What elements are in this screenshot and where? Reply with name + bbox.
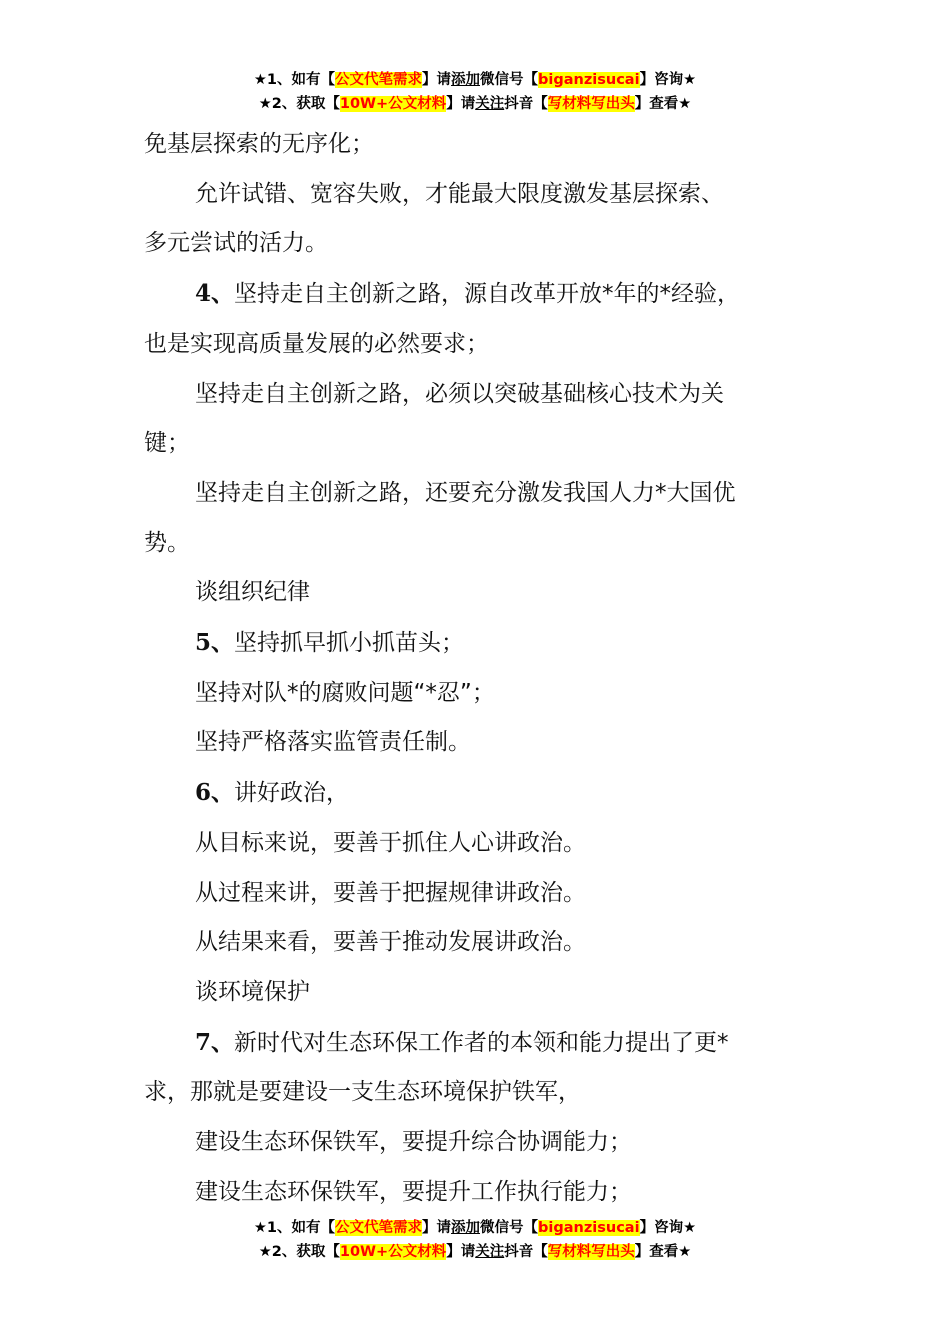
- section-heading: 谈环境保护: [195, 978, 310, 1005]
- banner-line-2: ★2、获取【10W+公文材料】请关注抖音【写材料写出头】查看★: [258, 1244, 692, 1260]
- text-line: 也是实现高质量发展的必然要求；: [144, 330, 489, 357]
- point-number: 4、: [195, 280, 235, 308]
- text-line: 势。: [144, 529, 190, 556]
- highlight-materials: 10W+公文材料: [339, 96, 447, 112]
- text-line: 从目标来说，要善于抓住人心讲政治。: [195, 829, 586, 856]
- highlight-wechat-id: biganzisucai: [538, 1220, 640, 1236]
- numbered-point-6: 6、讲好政治，: [195, 779, 350, 807]
- text-line: 多元尝试的活力。: [144, 230, 328, 257]
- banner-line-1: ★1、如有【公文代笔需求】请添加微信号【biganzisucai】咨询★: [253, 1220, 697, 1236]
- section-heading: 谈组织纪律: [195, 579, 310, 606]
- point-number: 6、: [195, 779, 235, 807]
- numbered-point-5: 5、坚持抓早抓小抓苗头；: [195, 629, 465, 657]
- highlight-douyin-account: 写材料写出头: [547, 1244, 635, 1260]
- text-line: 免基层探索的无序化；: [144, 131, 374, 157]
- footer-banner: [0, 1216, 950, 1264]
- numbered-point-7: 7、新时代对生态环保工作者的本领和能力提出了更*: [195, 1028, 729, 1056]
- text-line: 建设生态环保铁军，要提升综合协调能力；: [195, 1129, 632, 1156]
- highlight-douyin-account: 写材料写出头: [547, 96, 635, 112]
- banner-line-1: ★1、如有【公文代笔需求】请添加微信号【biganzisucai】咨询★: [253, 72, 697, 88]
- header-banner: [0, 68, 950, 116]
- text-line: 建设生态环保铁军，要提升工作执行能力；: [195, 1178, 632, 1205]
- point-number: 7、: [195, 1028, 235, 1056]
- highlight-service: 公文代笔需求: [335, 72, 423, 88]
- text-line: 允许试错、宽容失败，才能最大限度激发基层探索、: [195, 180, 724, 207]
- numbered-point-4: 4、坚持走自主创新之路，源自改革开放*年的*经验，: [195, 280, 741, 308]
- highlight-service: 公文代笔需求: [335, 1220, 423, 1236]
- highlight-materials: 10W+公文材料: [339, 1244, 447, 1260]
- text-line: 从结果来看，要善于推动发展讲政治。: [195, 929, 586, 956]
- text-line: 坚持严格落实监管责任制。: [195, 729, 471, 756]
- point-number: 5、: [195, 629, 235, 657]
- document-body: [144, 120, 810, 1217]
- text-line: 坚持走自主创新之路，必须以突破基础核心技术为关: [195, 380, 724, 407]
- highlight-wechat-id: biganzisucai: [538, 72, 640, 88]
- text-line: 坚持对队*的腐败问题“*忍”；: [195, 679, 495, 706]
- text-line: 从过程来讲，要善于把握规律讲政治。: [195, 879, 586, 906]
- text-line: 坚持走自主创新之路，还要充分激发我国人力*大国优: [195, 479, 736, 506]
- text-line: 求，那就是要建设一支生态环境保护铁军，: [144, 1079, 581, 1106]
- banner-line-2: ★2、获取【10W+公文材料】请关注抖音【写材料写出头】查看★: [258, 96, 692, 112]
- text-line: 键；: [144, 430, 190, 457]
